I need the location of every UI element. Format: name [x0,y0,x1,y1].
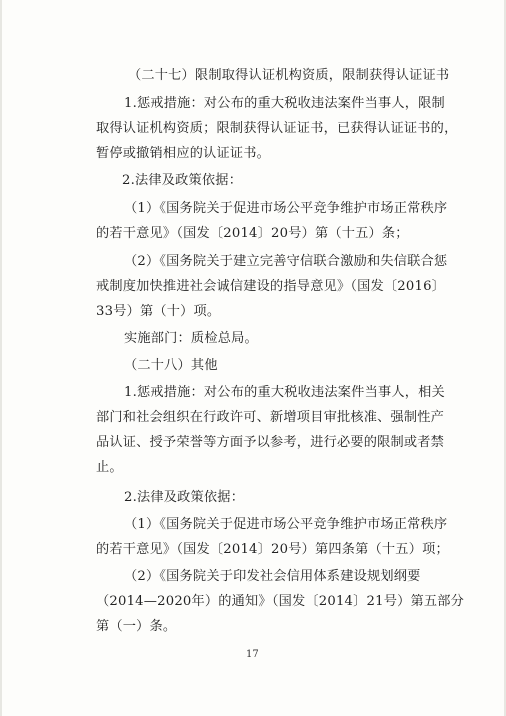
text-line: （2）《国务院关于印发社会信用体系建设规划纲要 [124,569,421,584]
text-line: 33号）第（十）项。 [96,304,221,319]
text-line: 1.惩戒措施：对公布的重大税收违法案件当事人，相关 [124,385,445,400]
text-line: 取得认证机构资质；限制获得认证证书，已获得认证证书的， [96,121,458,136]
text-line: 1.惩戒措施：对公布的重大税收违法案件当事人，限制 [124,96,445,111]
text-line: 品认证、授予荣誉等方面予以参考，进行必要的限制或者禁 [96,435,445,450]
text-line: 戒制度加快推进社会诚信建设的指导意见》（国发〔2016〕 [96,279,446,294]
text-line: 2.法律及政策依据： [124,490,245,505]
text-line: （2）《国务院关于建立完善守信联合激励和失信联合惩 [124,254,448,269]
scan-edge-left [0,0,2,716]
section-heading-27: （二十七）限制取得认证机构资质，限制获得认证证书 [128,68,450,83]
text-line: 止。 [96,460,123,475]
page-number: 17 [246,649,259,660]
section-heading-28: （二十八）其他 [124,358,218,373]
text-line: 的若干意见》（国发〔2014〕20号）第（十五）条； [96,226,409,241]
text-line: 实施部门：质检总局。 [124,331,258,346]
text-line: 2.法律及政策依据： [122,173,243,188]
text-line: 的若干意见》（国发〔2014〕20号）第四条第（十五）项； [96,542,449,557]
text-line: （1）《国务院关于促进市场公平竞争维护市场正常秩序 [124,517,448,532]
text-line: （1）《国务院关于促进市场公平竞争维护市场正常秩序 [124,201,448,216]
text-line: （2014—2020年）的通知》（国发〔2014〕21号）第五部分 [96,594,465,609]
text-line: 暂停或撤销相应的认证证书。 [96,146,271,161]
text-line: 第（一）条。 [96,619,177,634]
text-line: 部门和社会组织在行政许可、新增项目审批核准、强制性产 [96,410,445,425]
